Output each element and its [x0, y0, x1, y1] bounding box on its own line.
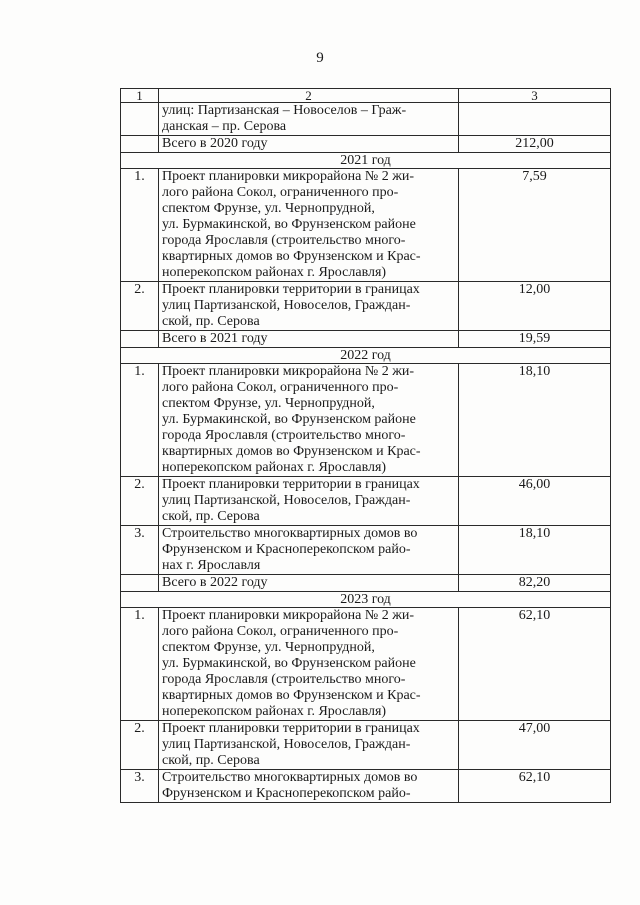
row-description	[159, 721, 459, 770]
empty-cell	[121, 103, 159, 136]
cell-text: Строительство многоквартирных домов во Фрунзенском и Красноперекопском райо- нах г. Ярославля	[162, 526, 418, 573]
row-description	[159, 608, 459, 721]
cell-text: Проект планировки территории в границах улиц Партизанской, Новоселов, Граждан- ской, пр. Серова	[162, 477, 420, 524]
total-label: Всего в 2020 году	[159, 136, 459, 153]
year-heading: 2023 год	[121, 592, 611, 608]
cell-text: Проект планировки микрорайона № 2 жи- лого района Сокол, ограниченного про- спектом Фрунзе, ул. Чернопрудной, ул. Бурмакинской, во Фрунзенском районе города Ярославля (строительство много- квартирных домов во Фрунзенском и Крас- ноперекопском районах г. Ярославля)	[162, 608, 421, 719]
row-amount: 18,10	[459, 364, 611, 477]
header-col-3: 3	[459, 89, 611, 103]
empty-cell	[121, 136, 159, 153]
cell-text: Проект планировки территории в границах улиц Партизанской, Новоселов, Граждан- ской, пр. Серова	[162, 721, 420, 768]
table-row	[121, 608, 611, 721]
continuation-row	[121, 103, 611, 136]
cell-text: Проект планировки микрорайона № 2 жи- лого района Сокол, ограниченного про- спектом Фрунзе, ул. Чернопрудной, ул. Бурмакинской, во Фрунзенском районе города Ярославля (строительство много- квартирных домов во Фрунзенском и Крас- ноперекопском районах г. Ярославля)	[162, 169, 421, 280]
row-amount: 12,00	[459, 282, 611, 331]
total-value: 82,20	[459, 575, 611, 592]
row-amount: 7,59	[459, 169, 611, 282]
total-row	[121, 575, 611, 592]
header-row	[121, 89, 611, 103]
row-description	[159, 282, 459, 331]
year-row	[121, 153, 611, 169]
header-col-1: 1	[121, 89, 159, 103]
row-description	[159, 477, 459, 526]
row-number: 1.	[121, 608, 159, 721]
funding-table	[120, 88, 611, 803]
cell-text: улиц: Партизанская – Новоселов – Граж- данская – пр. Серова	[162, 103, 407, 134]
table-row	[121, 282, 611, 331]
row-number: 2.	[121, 477, 159, 526]
row-amount: 62,10	[459, 608, 611, 721]
total-row	[121, 331, 611, 348]
row-number: 3.	[121, 770, 159, 803]
table-row	[121, 721, 611, 770]
row-amount: 18,10	[459, 526, 611, 575]
row-number: 1.	[121, 364, 159, 477]
row-description	[159, 770, 459, 803]
table-row	[121, 364, 611, 477]
header-col-2: 2	[159, 89, 459, 103]
table-row	[121, 169, 611, 282]
table-row	[121, 526, 611, 575]
cell-text: Проект планировки территории в границах улиц Партизанской, Новоселов, Граждан- ской, пр. Серова	[162, 282, 420, 329]
row-amount: 46,00	[459, 477, 611, 526]
row-number: 2.	[121, 282, 159, 331]
page-number: 9	[316, 50, 324, 66]
empty-cell	[121, 575, 159, 592]
row-description	[159, 526, 459, 575]
cell-text: Проект планировки микрорайона № 2 жи- лого района Сокол, ограниченного про- спектом Фрунзе, ул. Чернопрудной, ул. Бурмакинской, во Фрунзенском районе города Ярославля (строительство много- квартирных домов во Фрунзенском и Крас- ноперекопском районах г. Ярославля)	[162, 364, 421, 475]
total-row-2020	[121, 136, 611, 153]
total-label: Всего в 2021 году	[159, 331, 459, 348]
row-amount: 62,10	[459, 770, 611, 803]
table-row	[121, 770, 611, 803]
row-description	[159, 169, 459, 282]
row-description	[159, 364, 459, 477]
year-row	[121, 592, 611, 608]
continuation-text	[159, 103, 459, 136]
row-amount: 47,00	[459, 721, 611, 770]
year-heading: 2021 год	[121, 153, 611, 169]
year-heading: 2022 год	[121, 348, 611, 364]
table-row	[121, 477, 611, 526]
row-number: 3.	[121, 526, 159, 575]
total-value: 19,59	[459, 331, 611, 348]
empty-cell	[121, 331, 159, 348]
cell-text: Строительство многоквартирных домов во Фрунзенском и Красноперекопском райо-	[162, 770, 418, 801]
table-body	[121, 89, 611, 803]
year-row	[121, 348, 611, 364]
row-number: 2.	[121, 721, 159, 770]
total-label: Всего в 2022 году	[159, 575, 459, 592]
row-number: 1.	[121, 169, 159, 282]
total-value: 212,00	[459, 136, 611, 153]
empty-cell	[459, 103, 611, 136]
